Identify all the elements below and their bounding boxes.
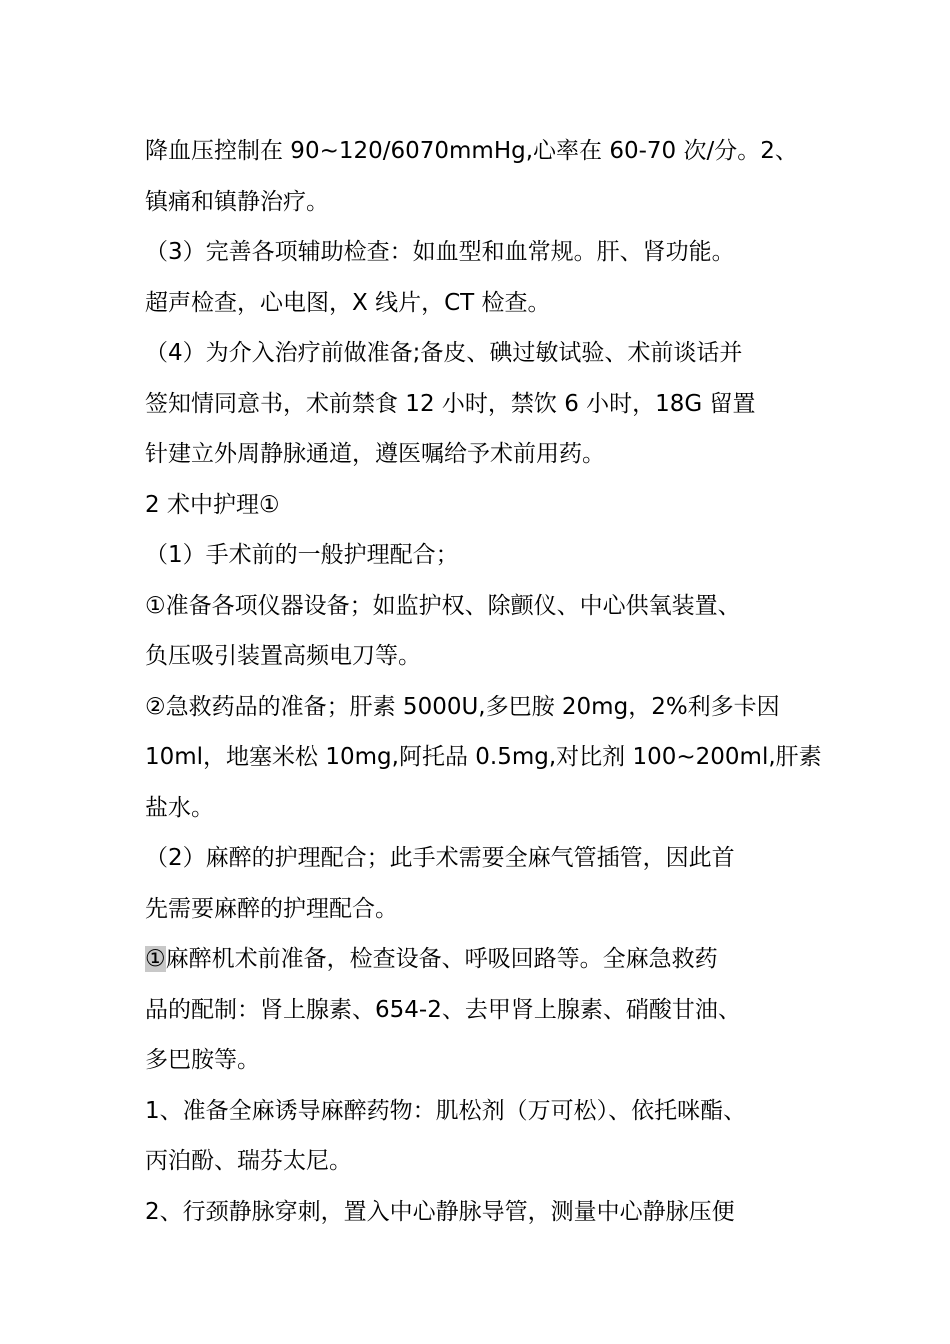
highlighted-marker: ① [145, 946, 166, 972]
text-line: 镇痛和镇静治疗。 [145, 188, 329, 215]
text-line: （4）为介入治疗前做准备;备皮、碘过敏试验、术前谈话并 [145, 340, 743, 366]
text-line: 负压吸引装置高频电刀等。 [145, 643, 421, 669]
document-body [145, 126, 835, 1237]
text-line: （2）麻醉的护理配合；此手术需要全麻气管插管，因此首 [145, 845, 735, 871]
text-line: 品的配制：肾上腺素、654-2、去甲肾上腺素、硝酸甘油、 [145, 996, 741, 1023]
text-line: 2、行颈静脉穿刺，置入中心静脉导管，测量中心静脉压便 [145, 1198, 735, 1225]
text-line: ①准备各项仪器设备；如监护权、除颤仪、中心供氧装置、 [145, 592, 741, 619]
text-line: ②急救药品的准备；肝素 5000U,多巴胺 20mg，2%利多卡因 [145, 693, 780, 720]
text-line: 1、准备全麻诱导麻醉药物：肌松剂（万可松）、依托咪酯、 [145, 1097, 747, 1124]
text-line: （3）完善各项辅助检查：如血型和血常规。肝、肾功能。 [145, 239, 735, 265]
text-line: 超声检查，心电图，X 线片，CT 检查。 [145, 289, 551, 316]
text-line: 针建立外周静脉通道，遵医嘱给予术前用药。 [145, 441, 605, 467]
text-line: （1）手术前的一般护理配合； [145, 542, 459, 568]
text-line: 多巴胺等。 [145, 1047, 260, 1073]
text-line: 10ml，地塞米松 10mg,阿托品 0.5mg,对比剂 100~200ml,肝素 [145, 744, 822, 770]
text-line: 降血压控制在 90~120/6070mmHg,心率在 60-70 次/分。2、 [145, 138, 798, 164]
text-line: 先需要麻醉的护理配合。 [145, 895, 398, 922]
highlighted-line [145, 934, 835, 985]
text-line: 盐水。 [145, 794, 214, 821]
section-heading: 2 术中护理① [145, 491, 280, 518]
highlighted-line-text: 麻醉机术前准备，检查设备、呼吸回路等。全麻急救药 [165, 946, 718, 972]
text-line: 丙泊酚、瑞芬太尼。 [145, 1148, 352, 1174]
text-line: 签知情同意书，术前禁食 12 小时，禁饮 6 小时，18G 留置 [145, 390, 756, 417]
